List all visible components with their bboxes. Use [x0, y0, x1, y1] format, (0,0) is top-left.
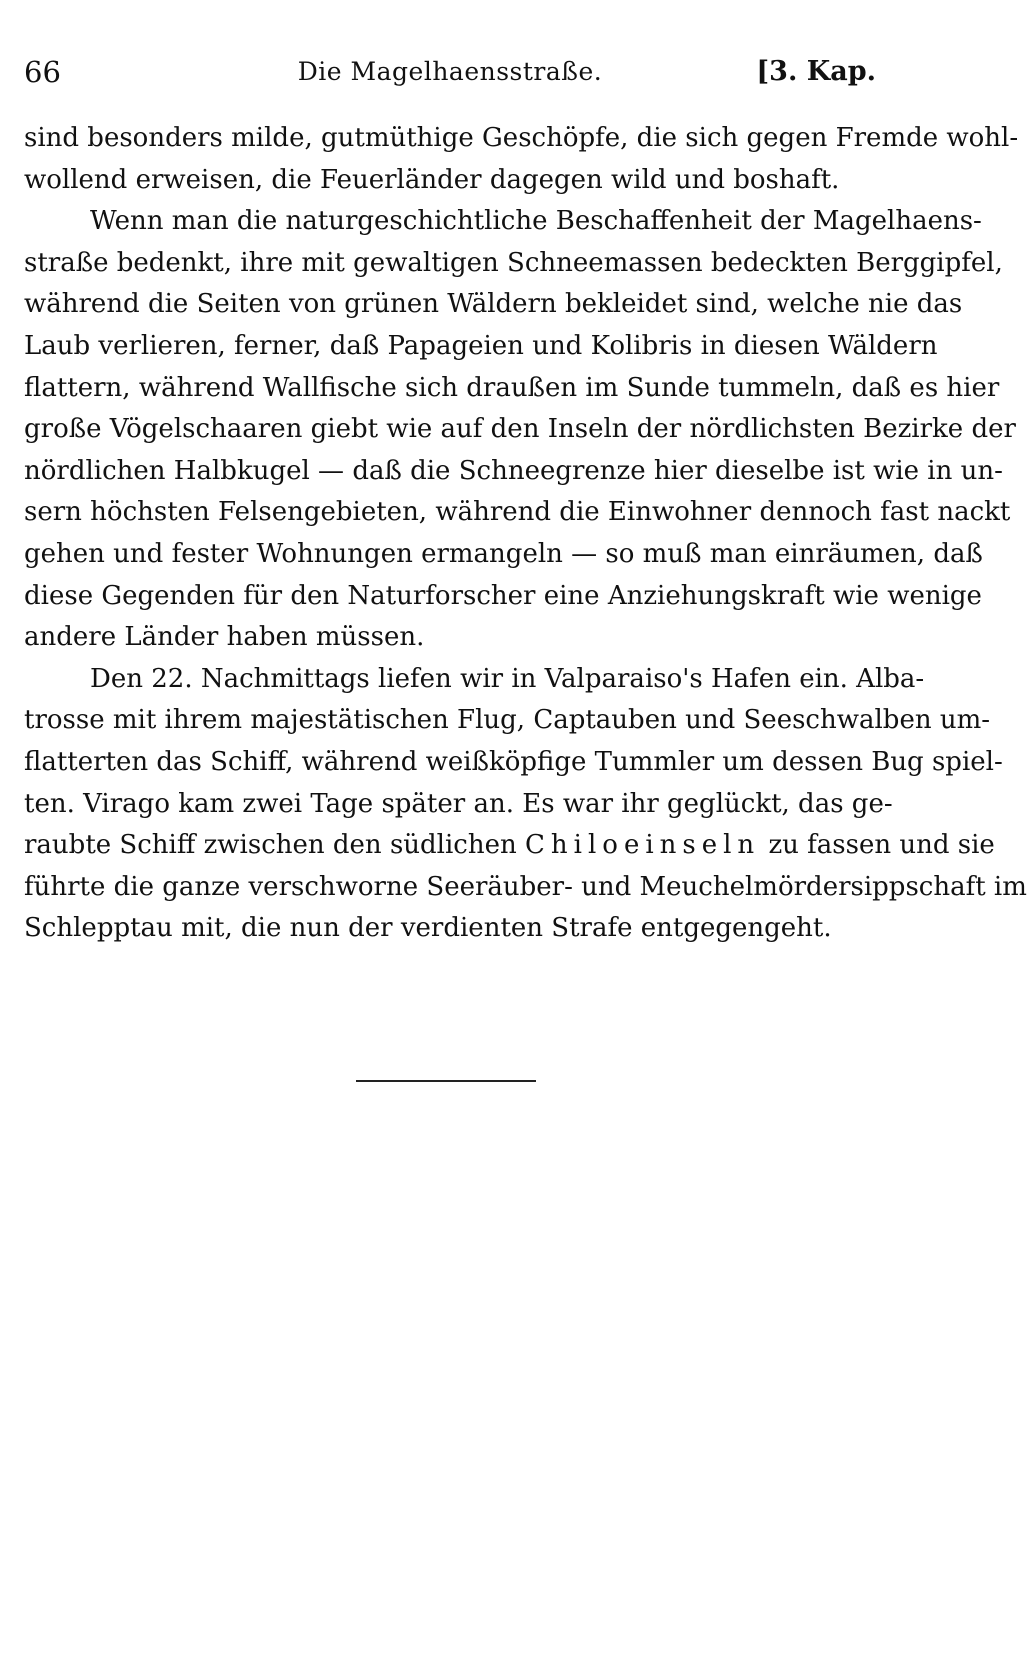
- text-line: trosse mit ihrem majestätischen Flug, Captauben und Seeschwalben um-: [24, 705, 991, 736]
- text-line: sind besonders milde, gutmüthige Geschöpfe, die sich gegen Fremde wohl-: [24, 123, 1019, 153]
- text-line: straße bedenkt, ihre mit gewaltigen Schneemassen bedeckten Berggipfel,: [24, 247, 1003, 278]
- text-line: flatterten das Schiff, während weißköpfige Tummler um dessen Bug spiel-: [24, 746, 1003, 777]
- text-line: führte die ganze verschworne Seeräuber- und Meuchelmördersippschaft im: [24, 871, 1027, 902]
- text-segment: raubte Schiff zwischen den südlichen: [24, 830, 526, 861]
- text-line: andere Länder haben müssen.: [24, 622, 425, 653]
- text-line: Den 22. Nachmittags liefen wir in Valparaiso's Hafen ein. Alba-: [90, 663, 925, 694]
- text-line: gehen und fester Wohnungen ermangeln — so muß man einräumen, daß: [24, 538, 983, 569]
- text-line: Schlepptau mit, die nun der verdienten Strafe entgegengeht.: [24, 913, 832, 944]
- page-header: [24, 52, 876, 92]
- text-line: diese Gegenden für den Naturforscher eine Anziehungskraft wie wenige: [24, 580, 982, 611]
- text-line: sern höchsten Felsengebieten, während die Einwohner dennoch fast nackt: [24, 497, 1011, 528]
- text-line: Wenn man die naturgeschichtliche Beschaffenheit der Magelhaens-: [90, 206, 982, 237]
- text-line: flattern, während Wallfische sich draußen im Sunde tummeln, daß es hier: [24, 372, 1000, 403]
- page-number: 66: [24, 55, 61, 89]
- text-line: große Vögelschaaren giebt wie auf den Inseln der nördlichsten Bezirke der: [24, 414, 1016, 445]
- text-line: wollend erweisen, die Feuerländer dagegen wild und boshaft.: [24, 164, 840, 195]
- text-segment: zu fassen und sie: [760, 830, 995, 861]
- text-line-with-spaced-word: [24, 825, 995, 867]
- chapter-reference: [3. Kap.: [756, 56, 876, 87]
- text-line: nördlichen Halbkugel — daß die Schneegrenze hier dieselbe ist wie in un-: [24, 455, 1003, 486]
- text-line: während die Seiten von grünen Wäldern bekleidet sind, welche nie das: [24, 289, 963, 320]
- text-line: ten. Virago kam zwei Tage später an. Es war ihr geglückt, das ge-: [24, 788, 893, 819]
- running-title: Die Magelhaensstraße.: [297, 57, 603, 86]
- spaced-place-name: Chiloeinseln: [525, 830, 761, 861]
- chapter-end-rule: [356, 1080, 536, 1082]
- text-line: Laub verlieren, ferner, daß Papageien und Kolibris in diesen Wäldern: [24, 330, 938, 361]
- body-text: [24, 118, 1027, 950]
